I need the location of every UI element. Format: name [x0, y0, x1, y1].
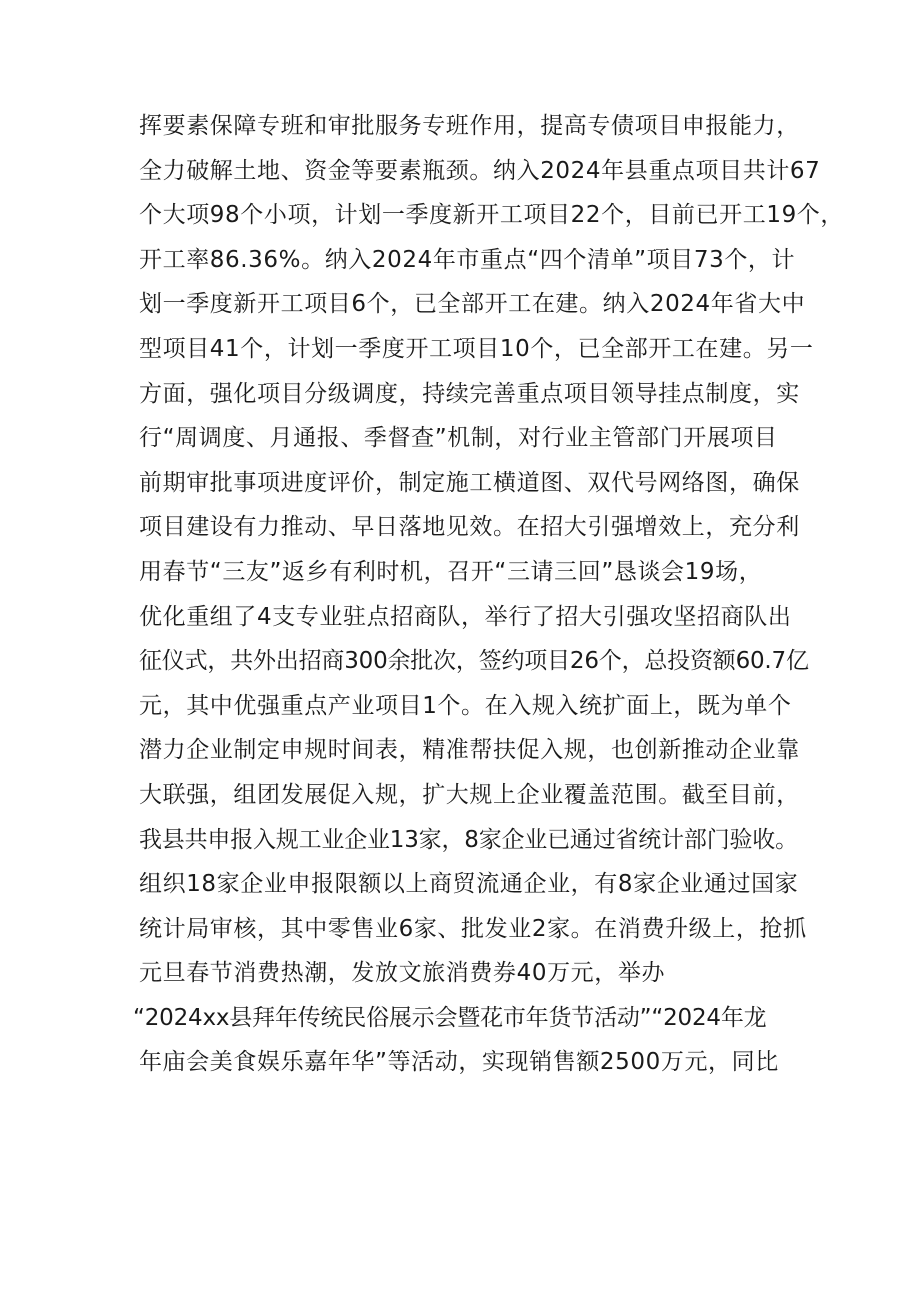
text-line: 全力破解土地、资金等要素瓶颈。纳入2024年县重点项目共计67	[139, 157, 821, 184]
text-line: 开工率86.36%。纳入2024年市重点“四个清单”项目73个，计	[139, 246, 796, 273]
text-line: 组织18家企业申报限额以上商贸流通企业，有8家企业通过国家	[139, 871, 799, 898]
text-line: 我县共申报入规工业企业13家，8家企业已通过省统计部门验收。	[139, 826, 798, 853]
text-line: 行“周调度、月通报、季督查”机制，对行业主管部门开展项目	[139, 425, 778, 452]
text-line: 潜力企业制定申规时间表，精准帮扶促入规，也创新推动企业靠	[139, 737, 800, 764]
text-line: 方面，强化项目分级调度，持续完善重点项目领导挂点制度，实	[139, 380, 800, 407]
text-line: 元，其中优强重点产业项目1个。在入规入统扩面上，既为单个	[139, 692, 792, 719]
text-line: 年庙会美食娱乐嘉年华”等活动，实现销售额2500万元，同比	[139, 1049, 779, 1076]
text-line: 征仪式，共外出招商300余批次，签约项目26个，总投资额60.7亿	[139, 648, 809, 675]
text-line: 挥要素保障专班和审批服务专班作用，提高专债项目申报能力，	[139, 113, 800, 139]
text-line: 项目建设有力推动、早日落地见效。在招大引强增效上，充分利	[139, 514, 800, 541]
text-line: 型项目41个，计划一季度开工项目10个，已全部开工在建。另一	[139, 335, 814, 362]
text-line: 优化重组了4支专业驻点招商队，举行了招大引强攻坚招商队出	[139, 603, 792, 630]
body-text	[133, 104, 844, 1085]
text-line: 个大项98个小项，计划一季度新开工项目22个，目前已开工19个，	[139, 202, 844, 229]
text-line: 大联强，组团发展促入规，扩大规上企业覆盖范围。截至目前，	[139, 781, 800, 808]
text-line: 统计局审核，其中零售业6家、批发业2家。在消费升级上，抢抓	[139, 915, 807, 942]
text-line: 元旦春节消费热潮，发放文旅消费券40万元，举办	[139, 960, 666, 987]
text-line: 划一季度新开工项目6个，已全部开工在建。纳入2024年省大中	[139, 291, 806, 318]
text-line: 用春节“三友”返乡有利时机，召开“三请三回”恳谈会19场，	[139, 558, 763, 585]
text-line: “2024xx县拜年传统民俗展示会暨花市年货节活动”“2024年龙	[133, 1004, 767, 1031]
text-line: 前期审批事项进度评价，制定施工横道图、双代号网络图，确保	[139, 469, 800, 496]
